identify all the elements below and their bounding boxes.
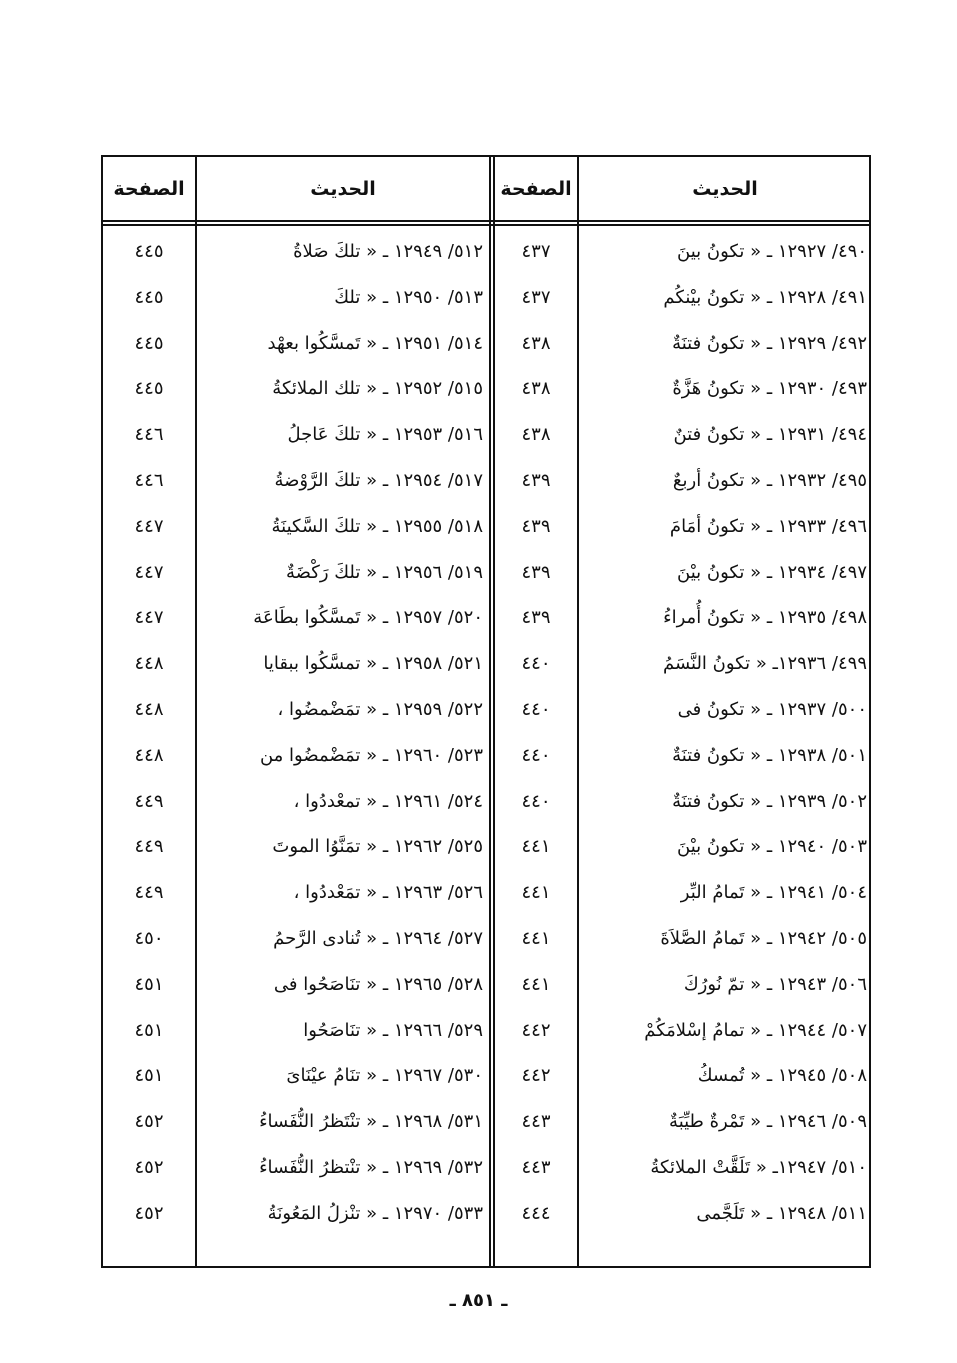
hadith-entry: ٤٩٢/ ١٢٩٢٩ ـ « تكونُ فتنَةٌ — [672, 332, 867, 354]
page-number-cell: ٤٥٢ — [134, 1156, 164, 1178]
hadith-entry: ٥٠٤/ ١٢٩٤١ ـ « تَمامُ البِّر — [680, 882, 867, 904]
hadith-entry: ٤٩٠/ ١٢٩٢٧ ـ « تكونُ بينَ — [677, 241, 867, 262]
page-number-cell: ٤٤٨ — [134, 698, 164, 720]
hadith-entry: ٥٢٤/ ١٢٩٦١ ـ « تمعْددُوا ، — [293, 790, 483, 812]
hadith-entry: ٥٢٨/ ١٢٩٦٥ ـ « تنَاصَحُوا فى — [273, 973, 483, 995]
page-number-cell: ٤٤٨ — [134, 653, 164, 675]
page-number-cell: ٤٥١ — [134, 973, 164, 995]
hadith-entry: ٤٩١/ ١٢٩٢٨ ـ « تكونُ بيْنكُم — [663, 286, 867, 308]
hadith-entry: ٥١٦/ ١٢٩٥٣ ـ « تلكَ عَاجلُ — [287, 424, 483, 446]
page-number-cell: ٤٤٩ — [134, 882, 164, 904]
page-number-cell: ٤٤٧ — [134, 515, 164, 537]
hadith-entry: ٥١٥/ ١٢٩٥٢ ـ « تلك الملائكةُ — [272, 378, 483, 400]
hadith-entry: ٥٢٩/ ١٢٩٦٦ ـ « تنَاصَحُوا — [303, 1019, 483, 1041]
page-number-cell: ٤٣٩ — [521, 607, 551, 629]
page-number-cell: ٤٤٥ — [134, 332, 164, 354]
header-divider — [103, 220, 869, 222]
page-number-cell: ٤٤٢ — [521, 1065, 551, 1087]
page-number-cell: ٤٤٠ — [521, 744, 551, 766]
page-number-cell: ٤٤٥ — [134, 241, 164, 262]
hadith-entry: ٤٩٧/ ١٢٩٣٤ ـ « تكونُ بيْنَ — [677, 561, 867, 583]
hadith-entry: ٥٢٥/ ١٢٩٦٢ ـ « تمَنَّوُا الموتَ — [272, 836, 483, 858]
header-hadith-left: الحديث — [310, 178, 376, 200]
page-number-cell: ٤٣٧ — [521, 286, 551, 308]
page-number-cell: ٤٤٣ — [521, 1111, 551, 1133]
page-number-cell: ٤٥٢ — [134, 1202, 164, 1224]
page-number-cell: ٤٤٨ — [134, 744, 164, 766]
page-number-cell: ٤٤١ — [521, 927, 551, 949]
hadith-entry: ٥٠٠/ ١٢٩٣٧ ـ « تكونُ فى — [677, 698, 867, 720]
hadith-entry: ٥١٧/ ١٢٩٥٤ ـ « تلكَ الرَّوْضةُ — [274, 469, 483, 491]
page-number-cell: ٤٤٩ — [134, 790, 164, 812]
page-number-cell: ٤٤١ — [521, 882, 551, 904]
hadith-entry: ٥١١/ ١٢٩٤٨ ـ « تَلَجَّمى — [696, 1202, 867, 1224]
left-hadith-column — [197, 229, 485, 1237]
hadith-entry: ٥٢٠/ ١٢٩٥٧ ـ « تَمسَّكُوا بطَاعَة — [253, 607, 483, 629]
hadith-entry: ٥٣١/ ١٢٩٦٨ ـ « تنْتَظرُ النُّفَساءُ — [259, 1111, 483, 1133]
page-number-cell: ٤٤٠ — [521, 790, 551, 812]
hadith-entry: ٥٠٦/ ١٢٩٤٣ ـ « تمّ نُورُكَ — [683, 973, 867, 995]
hadith-entry: ٥٠٥/ ١٢٩٤٢ ـ « تَمامُ الصَّلاَةَ — [660, 927, 867, 949]
header-hadith-right: الحديث — [692, 178, 758, 200]
hadith-entry: ٥٣٣/ ١٢٩٧٠ ـ « تنْزلُ المَعُونَةُ — [267, 1202, 483, 1224]
page-number-cell: ٤٤١ — [521, 836, 551, 858]
hadith-entry: ٥٢٦/ ١٢٩٦٣ ـ « تمَعْددُوا ، — [293, 882, 483, 904]
page-number-cell: ٤٤٤ — [521, 1202, 551, 1224]
hadith-entry: ٤٩٩/ ١٢٩٣٦ـ « تكونُ النَّسَمُ — [662, 653, 867, 675]
page-number-cell: ٤٤٠ — [521, 653, 551, 675]
page-number-cell: ٤٥٢ — [134, 1111, 164, 1133]
page-number-cell: ٤٤٥ — [134, 286, 164, 308]
hadith-entry: ٤٩٣/ ١٢٩٣٠ ـ « تكونُ هَزَّةٌ — [672, 378, 867, 400]
page-number-cell: ٤٤٥ — [134, 378, 164, 400]
page-number-cell: ٤٣٧ — [521, 241, 551, 262]
hadith-entry: ٥٠٩/ ١٢٩٤٦ ـ « تَمْرةٌ طيِّبَةٌ — [669, 1111, 867, 1133]
page-number-cell: ٤٥١ — [134, 1019, 164, 1041]
hadith-entry: ٥٢٧/ ١٢٩٦٤ ـ « تُنادى الرَّحمُ — [273, 927, 483, 949]
page-number-cell: ٤٤٢ — [521, 1019, 551, 1041]
hadith-entry: ٥١٢/ ١٢٩٤٩ ـ « تلكَ صَلاةُ — [293, 241, 483, 262]
page-number-cell: ٤٣٩ — [521, 469, 551, 491]
hadith-entry: ٥١٨/ ١٢٩٥٥ ـ « تلكَ السَّكينَةُ — [271, 515, 483, 537]
right-page-column — [495, 229, 577, 1237]
hadith-entry: ٥٢٣/ ١٢٩٦٠ ـ « تمَضْمضُوا من — [259, 744, 483, 766]
page-number-cell: ٤٤٩ — [134, 836, 164, 858]
page-number-cell: ٤٤١ — [521, 973, 551, 995]
header-divider-inner — [103, 224, 869, 226]
hadith-entry: ٥٢٢/ ١٢٩٥٩ ـ « تمَضْمضُوا ، — [277, 698, 483, 720]
page-number-cell: ٤٤٣ — [521, 1156, 551, 1178]
page-number-cell: ٤٣٨ — [521, 332, 551, 354]
hadith-entry: ٥٠١/ ١٢٩٣٨ ـ « تكونُ فتنَةٌ — [672, 744, 867, 766]
page-number-cell: ٤٥٠ — [134, 927, 164, 949]
hadith-entry: ٥١٤/ ١٢٩٥١ ـ « تَمسَّكُوا بعهْد — [267, 332, 483, 354]
hadith-entry: ٥٠٨/ ١٢٩٤٥ ـ « تُمسكُ — [697, 1065, 867, 1087]
hadith-entry: ٤٩٨/ ١٢٩٣٥ ـ « تكونُ أُمراءُ — [663, 607, 867, 629]
hadith-entry: ٥١٠/ ١٢٩٤٧ـ « تَلَقَّتْ الملائكةُ — [650, 1156, 867, 1178]
page-number-cell: ٤٤٦ — [134, 469, 164, 491]
header-page-right: الصفحة — [500, 178, 572, 200]
hadith-entry: ٥١٩/ ١٢٩٥٦ ـ « تلكَ رَكْضَةٌ — [286, 561, 483, 583]
hadith-entry: ٥٢١/ ١٢٩٥٨ ـ « تمسَّكُوا ببقايا — [263, 653, 483, 675]
hadith-entry: ٤٩٥/ ١٢٩٣٢ ـ « تكونُ أربعٌ — [672, 469, 867, 491]
hadith-entry: ٥٠٢/ ١٢٩٣٩ ـ « تكونُ فتنَةٌ — [672, 790, 867, 812]
hadith-entry: ٥٣٢/ ١٢٩٦٩ ـ « تنْتظرُ النُّفَساءُ — [259, 1156, 483, 1178]
left-page-column — [103, 229, 195, 1237]
page-number-cell: ٤٣٩ — [521, 515, 551, 537]
page-number-cell: ٤٣٨ — [521, 378, 551, 400]
right-hadith-column — [579, 229, 869, 1237]
hadith-entry: ٥٠٣/ ١٢٩٤٠ ـ « تكونُ بيْنَ — [677, 836, 867, 858]
header-page-left: الصفحة — [113, 178, 185, 200]
center-divider — [489, 157, 491, 1266]
page-number: ـ ٨٥١ ـ — [449, 1290, 508, 1311]
page-number-cell: ٤٤٠ — [521, 698, 551, 720]
page-number-cell: ٤٤٧ — [134, 561, 164, 583]
index-table — [101, 155, 871, 1268]
page-number-cell: ٤٣٨ — [521, 424, 551, 446]
hadith-entry: ٥٣٠/ ١٢٩٦٧ ـ « تنَامُ عيْنَاىَ — [286, 1065, 483, 1087]
hadith-entry: ٥٠٧/ ١٢٩٤٤ ـ « تمامُ إسْلامَكُمْ — [644, 1019, 867, 1041]
page-number-cell: ٤٤٦ — [134, 424, 164, 446]
hadith-entry: ٤٩٦/ ١٢٩٣٣ ـ « تكونُ أمَامَ — [669, 515, 867, 537]
page-number-cell: ٤٤٧ — [134, 607, 164, 629]
hadith-entry: ٤٩٤/ ١٢٩٣١ ـ « تكونُ فتنٌ — [673, 424, 867, 446]
page-number-cell: ٤٥١ — [134, 1065, 164, 1087]
page-number-cell: ٤٣٩ — [521, 561, 551, 583]
hadith-entry: ٥١٣/ ١٢٩٥٠ ـ « تلكَ — [334, 286, 483, 308]
